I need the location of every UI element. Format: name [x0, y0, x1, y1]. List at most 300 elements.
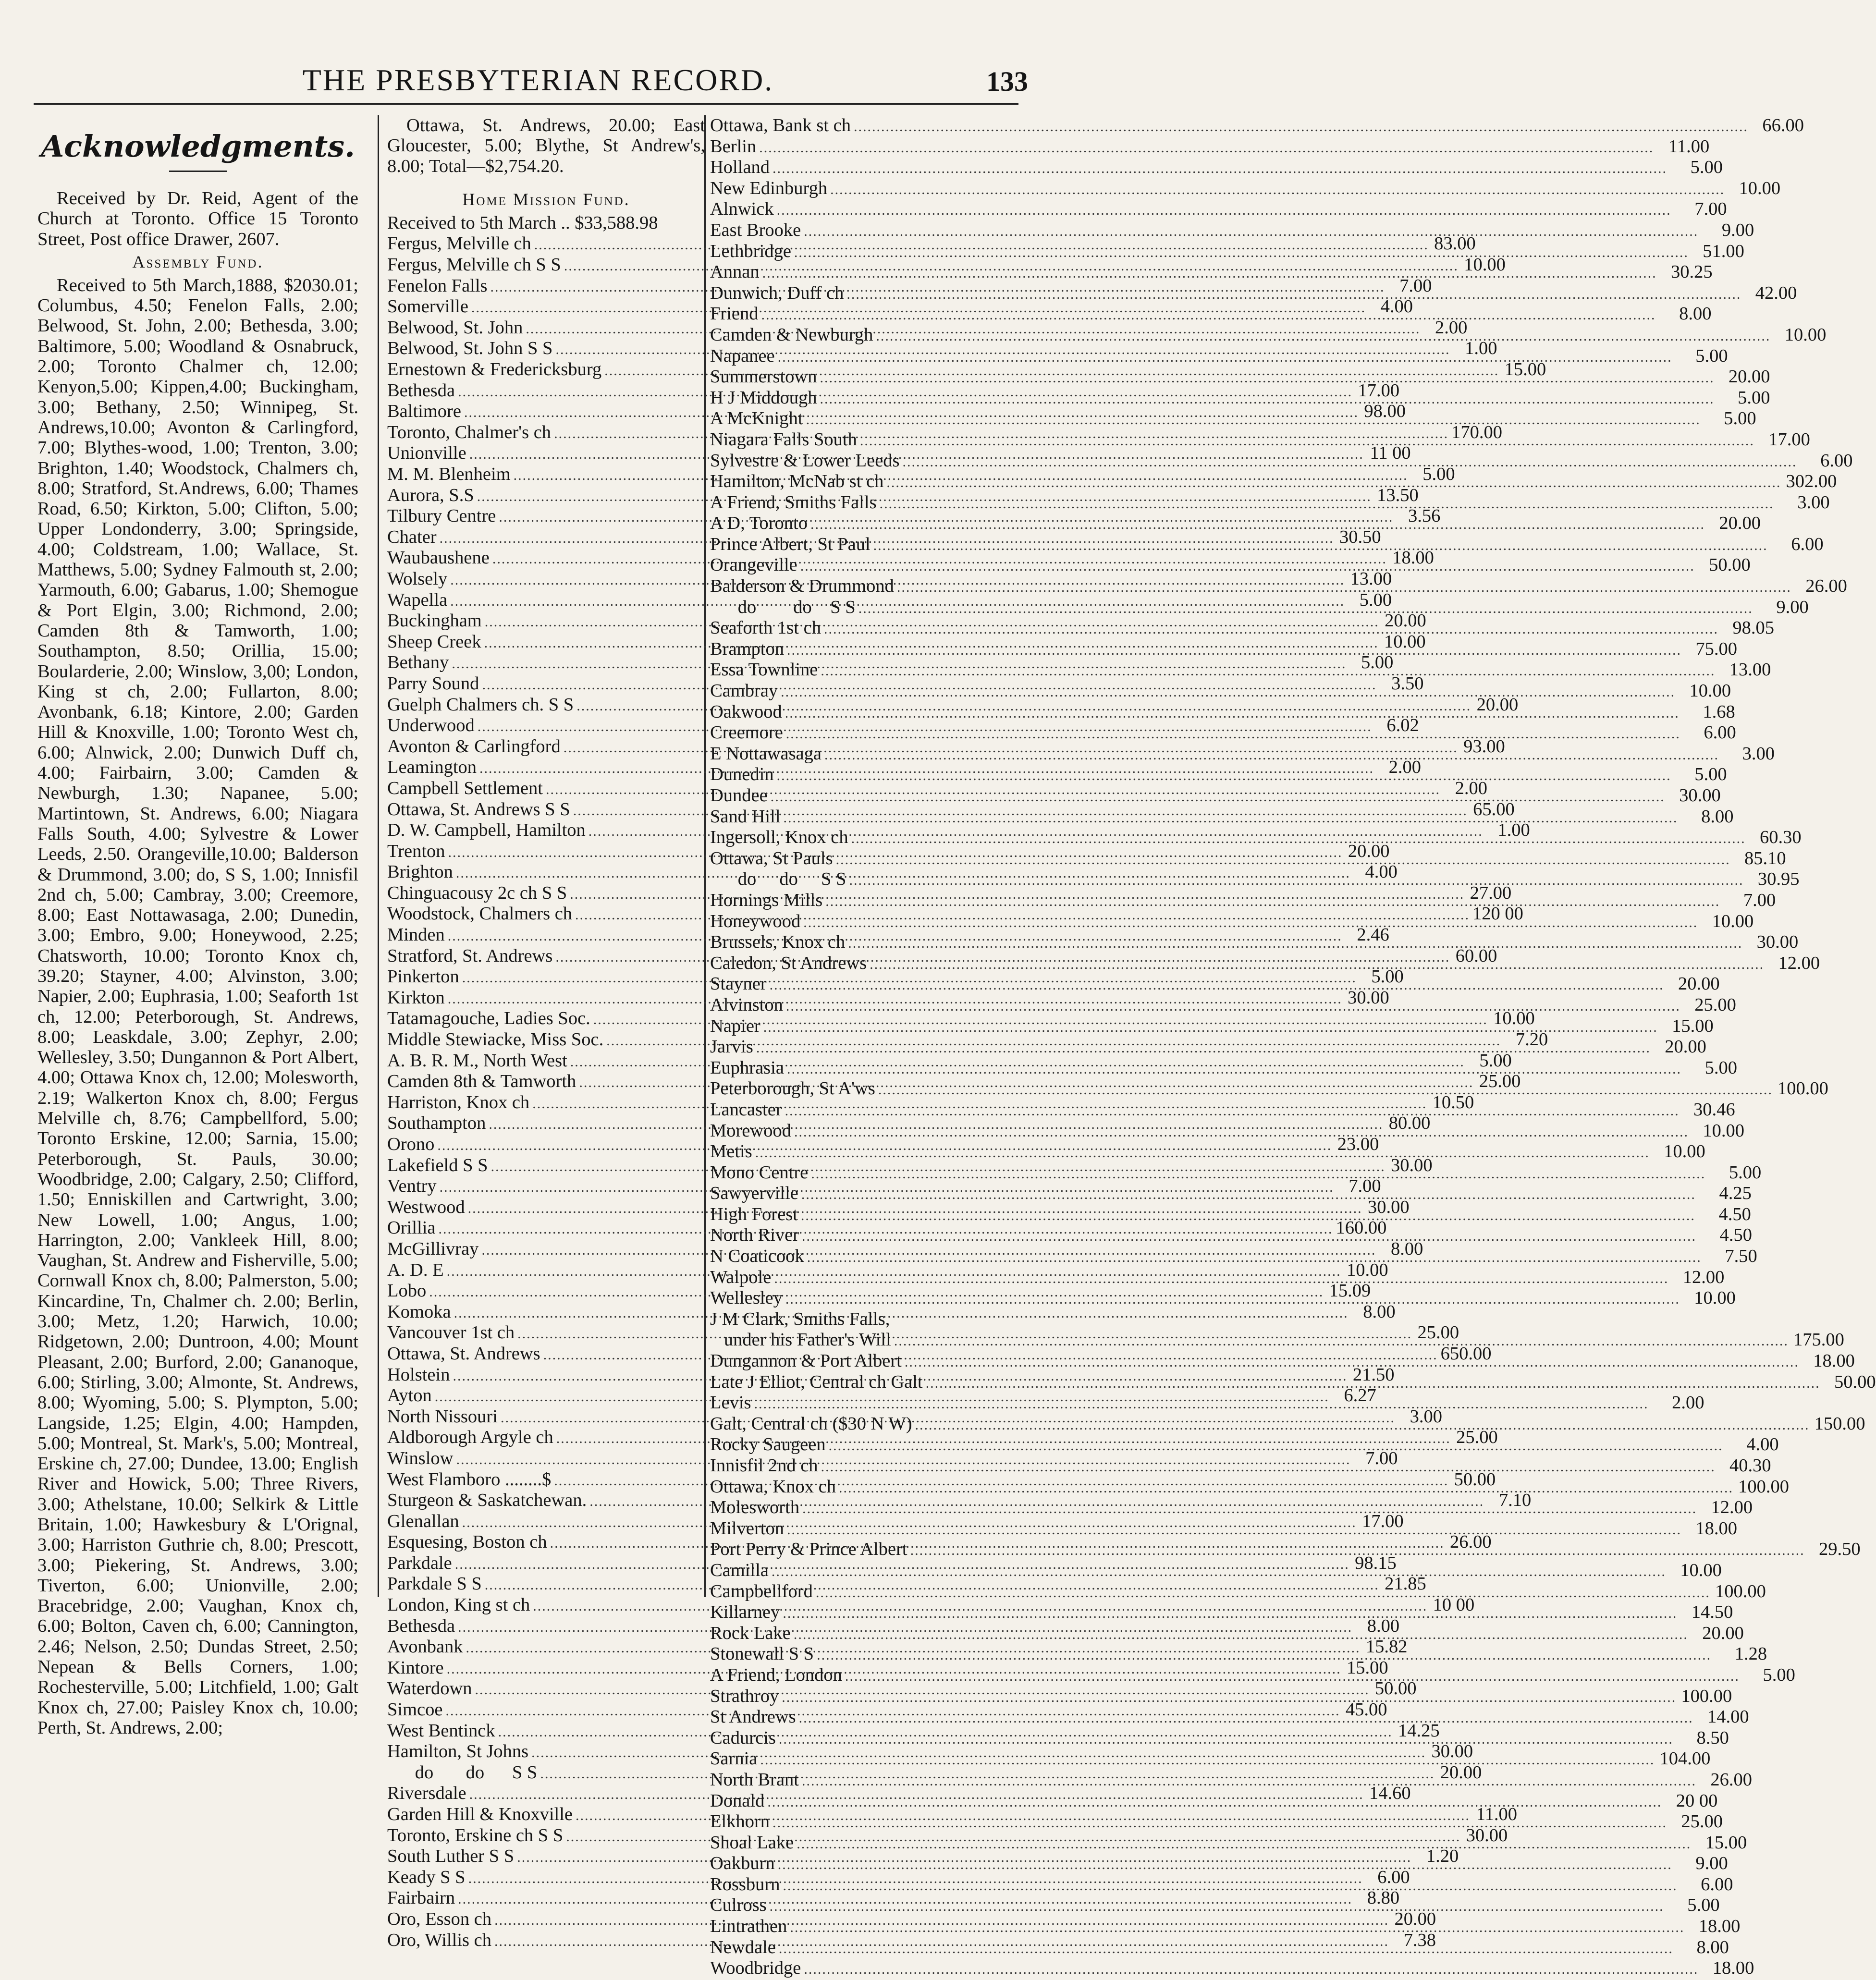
running-title: THE PRESBYTERIAN RECORD.	[302, 63, 774, 97]
contributor-name: Trenton	[387, 841, 445, 861]
amount: 18.00	[1698, 1916, 1741, 1937]
amount: 5.00	[1690, 157, 1723, 178]
leader-dots	[860, 430, 1754, 452]
contributor-name: Wapella	[387, 589, 448, 610]
amount: 15.09	[1329, 1281, 1371, 1301]
leader-dots	[778, 1854, 1672, 1875]
leader-dots	[811, 1163, 1705, 1185]
contributor-name: Cambray	[710, 681, 778, 701]
contributor-name: Tatamagouche, Ladies Soc.	[387, 1008, 590, 1029]
leader-dots	[786, 723, 1680, 745]
leader-dots	[777, 200, 1671, 221]
amount: 14.00	[1707, 1707, 1749, 1727]
amount: 8.80	[1367, 1888, 1400, 1908]
leader-dots	[790, 1917, 1684, 1938]
leader-dots	[824, 745, 1719, 766]
amount: 10.00	[1493, 1008, 1535, 1029]
contributor-name: H J Middough	[710, 387, 817, 408]
leader-dots	[820, 389, 1714, 410]
leader-dots	[845, 1666, 1740, 1687]
contributor-name: Berlin	[710, 136, 757, 157]
amount: 9.00	[1776, 597, 1809, 617]
leader-dots	[820, 367, 1714, 389]
contributor-name: Balderson & Drummond	[710, 576, 894, 597]
contributor-name: Somerville	[387, 296, 468, 317]
contributor-name: Wolsely	[387, 568, 448, 589]
amount: 8.50	[1696, 1727, 1729, 1748]
amount: 21.50	[1352, 1364, 1395, 1385]
contributor-name: A McKnight	[710, 408, 803, 429]
leader-dots	[873, 535, 1768, 556]
contributor-name: Avonbank	[387, 1637, 463, 1657]
amount: 8.00	[1390, 1238, 1423, 1259]
amount: 65.00	[1473, 799, 1515, 819]
contributor-name: Holland	[710, 157, 770, 178]
contributor-name: Stonewall S S	[710, 1644, 814, 1664]
list-item	[710, 157, 1723, 178]
amount: 14.25	[1398, 1720, 1440, 1741]
contributor-name: North Brant	[710, 1769, 799, 1790]
contributor-name: Pinkerton	[387, 966, 459, 987]
header-rule	[34, 103, 1018, 105]
contributor-name: Harriston, Knox ch	[387, 1092, 530, 1112]
leader-dots	[801, 1205, 1695, 1226]
contributor-name: Creemore	[710, 722, 783, 743]
amount: 40.30	[1729, 1455, 1771, 1476]
amount: 30.00	[1431, 1741, 1473, 1762]
contributor-name: Oakwood	[710, 701, 782, 722]
contributor-name: Komoka	[387, 1301, 451, 1322]
amount: 10.00	[1680, 1560, 1722, 1580]
leader-dots	[836, 849, 1730, 870]
amount: 3.00	[1742, 743, 1775, 764]
column-acknowledgments	[37, 115, 358, 1738]
contributor-name: Lobo	[387, 1281, 427, 1301]
amount: 29.50	[1818, 1539, 1861, 1560]
column-divider	[378, 115, 379, 1597]
amount: 8.00	[1696, 1937, 1729, 1957]
amount: 80.00	[1388, 1113, 1431, 1134]
contributor-name: Woodbridge	[710, 1958, 801, 1979]
amount: 8.00	[1367, 1615, 1400, 1636]
contributor-name: Bethesda	[387, 1615, 455, 1636]
contributor-name: McGillivray	[387, 1238, 479, 1259]
contributor-name: do do S S	[387, 1762, 538, 1783]
amount: 10.00	[1694, 1288, 1736, 1308]
amount: 7.00	[1743, 890, 1776, 910]
amount: 30.50	[1339, 526, 1381, 547]
contributor-name: Camden & Newburgh	[710, 324, 873, 345]
contributor-name: Waubaushene	[387, 548, 490, 568]
amount: 26.00	[1805, 576, 1847, 597]
contributor-name: Sawyerville	[710, 1183, 798, 1204]
contributor-name: Bethesda	[387, 380, 455, 401]
contributor-name: New Edinburgh	[710, 178, 828, 198]
amount: 5.00	[1687, 1895, 1720, 1916]
contributor-name: East Brooke	[710, 220, 801, 240]
amount: 3.56	[1408, 506, 1441, 526]
contributor-name: Napanee	[710, 345, 775, 366]
leader-dots	[782, 1687, 1676, 1708]
leader-dots	[804, 1959, 1698, 1980]
contributor-name: Baltimore	[387, 401, 461, 422]
leader-dots	[848, 933, 1742, 954]
leader-dots	[772, 1561, 1666, 1582]
amount: 20.00	[1728, 367, 1770, 387]
contributor-name: Brussels, Knox ch	[710, 932, 846, 953]
amount: 100.00	[1681, 1686, 1732, 1706]
contributor-name: Riversdale	[387, 1783, 466, 1804]
amount: 15.82	[1365, 1637, 1408, 1657]
contributor-name: Aurora, S.S	[387, 485, 474, 505]
contributor-name: Sheep Creek	[387, 631, 481, 652]
leader-dots	[802, 1226, 1696, 1247]
leader-dots	[807, 1247, 1702, 1268]
contributor-name: E Nottawasaga	[710, 743, 822, 764]
contributor-name: Westwood	[387, 1197, 465, 1217]
contributor-name: Brampton	[710, 638, 784, 659]
contributor-name: London, King st ch	[387, 1595, 530, 1615]
leader-dots	[870, 954, 1764, 975]
leader-dots	[903, 452, 1797, 473]
contributor-name: A. B. R. M., North West	[387, 1050, 567, 1071]
amount: 120 00	[1472, 904, 1523, 924]
contributor-name: Belwood, St. John S S	[387, 338, 553, 359]
leader-dots	[785, 1289, 1680, 1310]
page-number: 133	[986, 66, 1028, 97]
contributor-name: Buckingham	[387, 611, 482, 631]
amount: 30.00	[1348, 987, 1389, 1008]
contributor-name: Stratford, St. Andrews	[387, 945, 553, 966]
amount: 4.25	[1719, 1183, 1752, 1204]
amount: 8.00	[1701, 806, 1734, 827]
amount: 5.00	[1738, 387, 1770, 408]
list-item	[710, 199, 1727, 220]
contributor-name: Guelph Chalmers ch. S S	[387, 694, 574, 715]
leader-dots	[770, 975, 1664, 996]
contributor-name: Vancouver 1st ch	[387, 1322, 515, 1343]
contributor-name: A Friend, London	[710, 1664, 842, 1685]
amount: 30.95	[1757, 869, 1800, 890]
leader-dots	[799, 1708, 1693, 1729]
leader-dots	[760, 1749, 1655, 1771]
amount: 10.00	[1689, 681, 1731, 701]
amount: 20.00	[1678, 974, 1720, 994]
amount: 150.00	[1814, 1413, 1865, 1434]
contributor-name: Strathroy	[710, 1686, 779, 1706]
leader-dots	[756, 1038, 1651, 1059]
leader-dots	[876, 326, 1770, 347]
contributor-name: Orillia	[387, 1218, 436, 1238]
leader-dots	[880, 493, 1774, 514]
contributor-name: Southampton	[387, 1113, 486, 1134]
contributor-name: Dunedin	[710, 764, 774, 785]
leader-dots	[910, 1540, 1805, 1561]
leader-dots	[785, 1100, 1680, 1122]
contributor-name: Port Perry & Prince Albert	[710, 1539, 907, 1560]
contributor-name: Rossburn	[710, 1874, 780, 1894]
leader-dots	[817, 1645, 1711, 1666]
leader-dots	[771, 786, 1665, 807]
amount: 51.00	[1703, 241, 1744, 261]
amount: 5.00	[1422, 464, 1455, 485]
amount: 4.00	[1365, 862, 1398, 882]
contributor-name: Euphrasia	[710, 1057, 784, 1078]
leader-dots	[783, 1603, 1677, 1624]
leader-dots	[849, 870, 1743, 891]
leader-dots	[777, 765, 1671, 786]
contributor-name: Alnwick	[710, 199, 774, 220]
contributor-name: Honeywood	[710, 911, 801, 931]
contributor-name: Lethbridge	[710, 241, 791, 261]
contributor-name: Donald	[710, 1790, 765, 1811]
amount: 5.00	[1694, 764, 1727, 785]
amount: 3.50	[1391, 673, 1424, 694]
contributor-name: A D, Toronto	[710, 513, 808, 534]
contributor-name: Parry Sound	[387, 673, 479, 694]
amount: 7.10	[1498, 1490, 1532, 1511]
amount: 20.00	[1476, 694, 1519, 715]
continued-paragraph: Ottawa, St. Andrews, 20.00; East Gloucester, 5.00; Blythe, St Andrew's, 8.00; Total—$2,754.20.	[387, 115, 705, 176]
amount: 7.00	[1349, 1176, 1381, 1197]
contributor-name: Kintore	[387, 1657, 444, 1678]
contributor-name: Shoal Lake	[710, 1832, 794, 1853]
amount: 30.25	[1671, 262, 1713, 282]
amount: 10.00	[1703, 1120, 1744, 1141]
contributor-name: J M Clark, Smiths Falls,	[710, 1308, 890, 1329]
leader-dots	[767, 1792, 1662, 1813]
amount: 11 00	[1370, 443, 1411, 464]
amount: 10 00	[1433, 1595, 1475, 1615]
contributor-name: Bethany	[387, 652, 449, 673]
leader-dots	[784, 807, 1678, 829]
contributor-name: High Forest	[710, 1204, 798, 1224]
amount: 50.00	[1834, 1371, 1876, 1392]
contributor-name: Elkhorn	[710, 1811, 770, 1832]
amount: 30.00	[1367, 1197, 1410, 1217]
contributor-name: Summerstown	[710, 367, 817, 387]
amount: 2.00	[1672, 1393, 1704, 1413]
amount: 18.00	[1392, 548, 1434, 568]
contributor-name: West Flamboro ........$	[387, 1469, 552, 1490]
contributor-name: Ernestown & Fredericksburg	[387, 359, 602, 380]
leader-dots	[897, 577, 1791, 598]
amount: 100.00	[1777, 1078, 1828, 1099]
leader-dots	[829, 1435, 1723, 1456]
amount: 30.00	[1679, 785, 1721, 806]
leader-dots	[781, 682, 1675, 703]
amount: 98.15	[1355, 1552, 1397, 1573]
amount: 20 00	[1676, 1790, 1718, 1811]
assembly-fund-list: Received to 5th March,1888, $2030.01; Columbus, 4.50; Fenelon Falls, 2.00; Belwood, St. John, 2.00; Bethesda, 3.00; Baltimore, 5.00; Woodland & Osnabruck, 2.00; Toronto Chalmer ch, 12.00; Kenyon,5.00; Kippen,4.00; Buckingham, 3.00; Bethany, 2.50; Winnipeg, St. Andrews,10.00; Avonton & Carlingford, 7.00; Blythes-wood, 1.00; Trenton, 3.00; Brighton, 1.40; Woodstock, Chalmers ch, 8.00; Stratford, St.Andrews, 6.00; Thames Road, 6.50; Kirkton, 5.00; Clifton, 5.00; Upper Londonderry, 3.00; Springside, 4.00; Coldstream, 1.00; Wallace, St. Matthews, 5.00; Sydney Falmouth st, 2.00; Yarmouth, 6.00; Gabarus, 1.00; Shemogue & Port Elgin, 3.00; Richmond, 2.00; Camden 8th & Tamworth, 1.00; Southampton, 8.50; Orillia, 15.00; Boularderie, 2.00; Winslow, 3,00; London, King st ch, 2.00; Fullarton, 8.00; Avonbank, 6.18; Kintore, 2.00; Garden Hill & Knoxville, 1.00; Toronto West ch, 6.00; Alnwick, 2.00; Dunwich Duff ch, 4.00; Fairbairn, 3.00; Camden & Newburgh, 1.30; Napanee, 5.00; Martintown, St. Andrews, 6.00; Niagara Falls South, 4.00; Sylvestre & Lower Leeds, 2.50. Orangeville,10.00; Balderson & Drummond, 3.00; do, S S, 1.00; Innisfil 2nd ch, 5.00; Cambray, 3.00; Creemore, 8.00; East Nottawasaga, 2.00; Dunedin, 3.00; Embro, 9.00; Honeywood, 2.25; Chatsworth, 10.00; Toronto Knox ch, 39.20; Stayner, 4.00; Alvinston, 3.00; Napier, 2.00; Euphrasia, 1.00; Seaforth 1st ch, 12.00; Peterborough, St. Andrews, 8.00; Leaskdale, 3.00; Zephyr, 2.00; Wellesley, 3.50; Dungannon & Port Albert, 4.00; Ottawa Knox ch, 12.00; Molesworth, 2.19; Walkerton Knox ch, 8.00; Fergus Melville ch, 8.76; Campbellford, 5.00; Toronto Erskine, 12.00; Sarnia, 15.00; Peterborough, St. Pauls, 30.00; Woodbridge, 2.00; Calgary, 2.50; Clifford, 1.50; Enniskillen and Cartwright, 3.00; New Lowell, 1.00; Angus, 1.00; Harrington, 2.00; Vankleek Hill, 8.00; Vaughan, St. Andrew and Fisherville, 5.00; Cornwall Knox ch, 8.00; Palmerston, 5.00; Kincardine, Tn, Chalmer ch. 2.00; Berlin, 3.00; Metz, 1.20; Harwich, 10.00; Ridgetown, 2.00; Duntroon, 4.00; Mount Pleasant, 2.00; Burford, 2.00; Gananoque, 6.00; Stirling, 3.00; Almonte, St. Andrews, 8.00; Wyoming, 5.00; S. Plympton, 5.00; Langside, 1.25; Elgin, 4.00; Hampden, 5.00; Montreal, St. Mark's, 5.00; Montreal, Erskine ch, 27.00; Dundee, 13.00; English River and Howick, 5.00; Three Rivers, 3.00; Athelstane, 10.00; Selkirk & Little Britain, 1.00; Hawkesbury & L'Orignal, 3.00; Harriston Guthrie ch, 8.00; Prescott, 3.00; Piekering, St. Andrews, 3.00; Tiverton, 6.00; Unionville, 2.00; Bracebridge, 2.00; Vaughan, Knox ch, 6.00; Bolton, Caven ch, 6.00; Cannington, 2.46; Nelson, 2.50; Dundas Street, 2.50; Nepean & Bells Corners, 1.00; Rochesterville, 5.00; Litchfield, 1.00; Galt Knox ch, 27.00; Paisley Knox ch, 10.00; Perth, St. Andrews, 2.00;	[37, 275, 358, 1738]
contributor-name: Annan	[710, 262, 760, 282]
amount: 18.00	[1813, 1351, 1855, 1371]
leader-dots	[754, 1393, 1649, 1415]
leader-dots	[825, 891, 1720, 912]
amount: 98.00	[1364, 401, 1406, 422]
contributor-name: Dunwich, Duff ch	[710, 282, 844, 303]
amount: 26.00	[1449, 1532, 1492, 1552]
amount: 20.00	[1719, 513, 1761, 534]
amount: 23.00	[1337, 1134, 1379, 1155]
amount: 42.00	[1755, 282, 1797, 303]
amount: 14.60	[1369, 1783, 1411, 1804]
contributor-name: Garden Hill & Knoxville	[387, 1804, 573, 1825]
amount: 175.00	[1793, 1330, 1844, 1350]
contributor-name: Sturgeon & Saskatchewan.	[387, 1490, 587, 1511]
contributor-name: Oakburn	[710, 1853, 775, 1874]
leader-dots	[761, 305, 1656, 326]
contributor-name: Rocky Saugeen	[710, 1434, 826, 1455]
amount: 7.00	[1694, 199, 1727, 220]
amount: 25.00	[1417, 1322, 1459, 1343]
contributor-name: Culross	[710, 1895, 767, 1916]
amount: 11.00	[1476, 1804, 1517, 1825]
contributor-name: do do S S	[710, 597, 856, 617]
amount: 20.00	[1440, 1762, 1482, 1783]
contributor-name: Woodstock, Chalmers ch	[387, 904, 573, 924]
amount: 14.50	[1691, 1602, 1733, 1623]
contributor-name: A Friend, Smiths Falls	[710, 492, 877, 513]
contributor-name: Walpole	[710, 1267, 772, 1287]
contributor-name: Fergus, Melville ch	[387, 233, 531, 254]
contributor-name: Toronto, Chalmer's ch	[387, 422, 552, 442]
contributor-name: Galt, Central ch ($30 N W)	[710, 1413, 912, 1434]
leader-dots	[785, 703, 1680, 724]
amount: 5.00	[1695, 345, 1728, 366]
amount: 15.00	[1504, 359, 1546, 380]
contributor-name: Brighton	[387, 862, 453, 882]
contributor-name: Dundee	[710, 785, 768, 806]
contributor-name: Peterborough, St A'ws	[710, 1078, 875, 1099]
amount: 170.00	[1451, 422, 1502, 442]
contributor-name: N Coaticook	[710, 1246, 804, 1267]
amount: 5.00	[1359, 589, 1392, 610]
amount: 25.00	[1456, 1427, 1498, 1448]
leader-dots	[824, 619, 1718, 640]
leader-dots	[774, 1268, 1668, 1289]
leader-dots	[858, 598, 1753, 619]
amount: 1.00	[1465, 338, 1497, 359]
leader-dots	[804, 221, 1698, 242]
list-item	[710, 115, 1804, 136]
leader-dots	[801, 1184, 1696, 1205]
amount: 50.00	[1374, 1678, 1417, 1699]
contributor-name: Lintrathen	[710, 1916, 787, 1937]
leader-dots	[802, 1771, 1696, 1792]
leader-dots	[770, 1896, 1664, 1917]
amount: 50.00	[1454, 1469, 1496, 1490]
amount: 100.00	[1738, 1476, 1789, 1497]
amount: 4.00	[1746, 1434, 1779, 1455]
list-item	[710, 178, 1781, 199]
amount: 98.05	[1732, 618, 1774, 638]
amount: 25.00	[1694, 994, 1736, 1015]
fund-heading-assembly: Assembly Fund.	[132, 252, 264, 271]
amount: 13.00	[1350, 568, 1392, 589]
amount: 2.00	[1455, 778, 1487, 798]
contributor-name: Belwood, St. John	[387, 317, 523, 338]
contributor-name: Fenelon Falls	[387, 275, 488, 296]
contributor-name: Mono Centre	[710, 1162, 809, 1183]
amount: 25.00	[1479, 1071, 1521, 1092]
contributor-name: Aldborough Argyle ch	[387, 1427, 553, 1448]
amount: 13.00	[1729, 660, 1771, 680]
amount: 15.00	[1672, 1015, 1714, 1036]
contributor-name: Stayner	[710, 974, 767, 994]
contributor-name: Leamington	[387, 757, 477, 778]
amount: 5.00	[1361, 652, 1394, 673]
leader-dots	[759, 137, 1654, 159]
leader-dots	[772, 158, 1667, 179]
leader-dots	[926, 1373, 1820, 1394]
contributor-name: Hornings Mills	[710, 890, 823, 910]
fund-heading-home-mission: Home Mission Fund.	[462, 189, 630, 209]
contributor-name: D. W. Campbell, Hamilton	[387, 820, 586, 841]
amount: 6.00	[1820, 450, 1853, 471]
contributor-name: Underwood	[387, 715, 475, 736]
amount: 6.00	[1791, 534, 1824, 554]
contributor-name: Waterdown	[387, 1678, 472, 1699]
amount: 15.00	[1705, 1832, 1747, 1853]
amount: 6.02	[1386, 715, 1419, 736]
contributor-name: Ayton	[387, 1385, 432, 1406]
amount: 7.00	[1399, 275, 1432, 296]
amount: 20.00	[1348, 841, 1390, 861]
contributor-name: Prince Albert, St Paul	[710, 534, 871, 554]
list-item	[387, 213, 705, 234]
contributor-name: St Andrews	[710, 1707, 796, 1727]
amount: 50.00	[1709, 555, 1751, 575]
amount: 30.00	[1756, 932, 1799, 953]
contributor-name: Unionville	[387, 443, 466, 464]
amount: 7.38	[1403, 1930, 1436, 1950]
amount: 1.20	[1426, 1846, 1459, 1867]
leader-dots	[810, 514, 1705, 535]
leader-dots	[894, 1331, 1789, 1352]
amount: 9.00	[1695, 1853, 1728, 1874]
amount: 9.00	[1721, 220, 1754, 240]
leader-dots	[830, 179, 1725, 200]
leader-dots	[762, 263, 1657, 284]
amount: 30.00	[1390, 1155, 1433, 1175]
leader-dots	[802, 1498, 1697, 1519]
amount: 60.30	[1760, 827, 1802, 848]
contributor-name: Glenallan	[387, 1511, 459, 1531]
contributor-name: Ottawa, St. Andrews	[387, 1343, 540, 1364]
leader-dots	[755, 1142, 1650, 1163]
amount: 27.00	[1470, 882, 1512, 903]
contributor-name: Kirkton	[387, 987, 445, 1008]
leader-dots	[779, 1938, 1673, 1959]
amount: 1.68	[1703, 701, 1735, 722]
amount: 10.00	[1784, 324, 1827, 345]
contributor-name: Alvinston	[710, 994, 783, 1015]
contributor-name: Wellesley	[710, 1288, 783, 1308]
contributor-name: North River	[710, 1225, 799, 1246]
amount: 3.00	[1410, 1406, 1442, 1427]
leader-dots	[800, 556, 1695, 577]
contributor-name: North Nissouri	[387, 1406, 498, 1427]
amount: 5.00	[1704, 1057, 1737, 1078]
contributor-name: Keady S S	[387, 1867, 466, 1887]
amount: 10.50	[1432, 1092, 1474, 1112]
amount: 5.00	[1724, 408, 1756, 429]
contributor-name: Middle Stewiacke, Miss Soc.	[387, 1029, 604, 1050]
amount: 15.00	[1346, 1657, 1388, 1678]
leader-dots	[787, 1059, 1681, 1080]
amount: 2.00	[1435, 317, 1468, 338]
